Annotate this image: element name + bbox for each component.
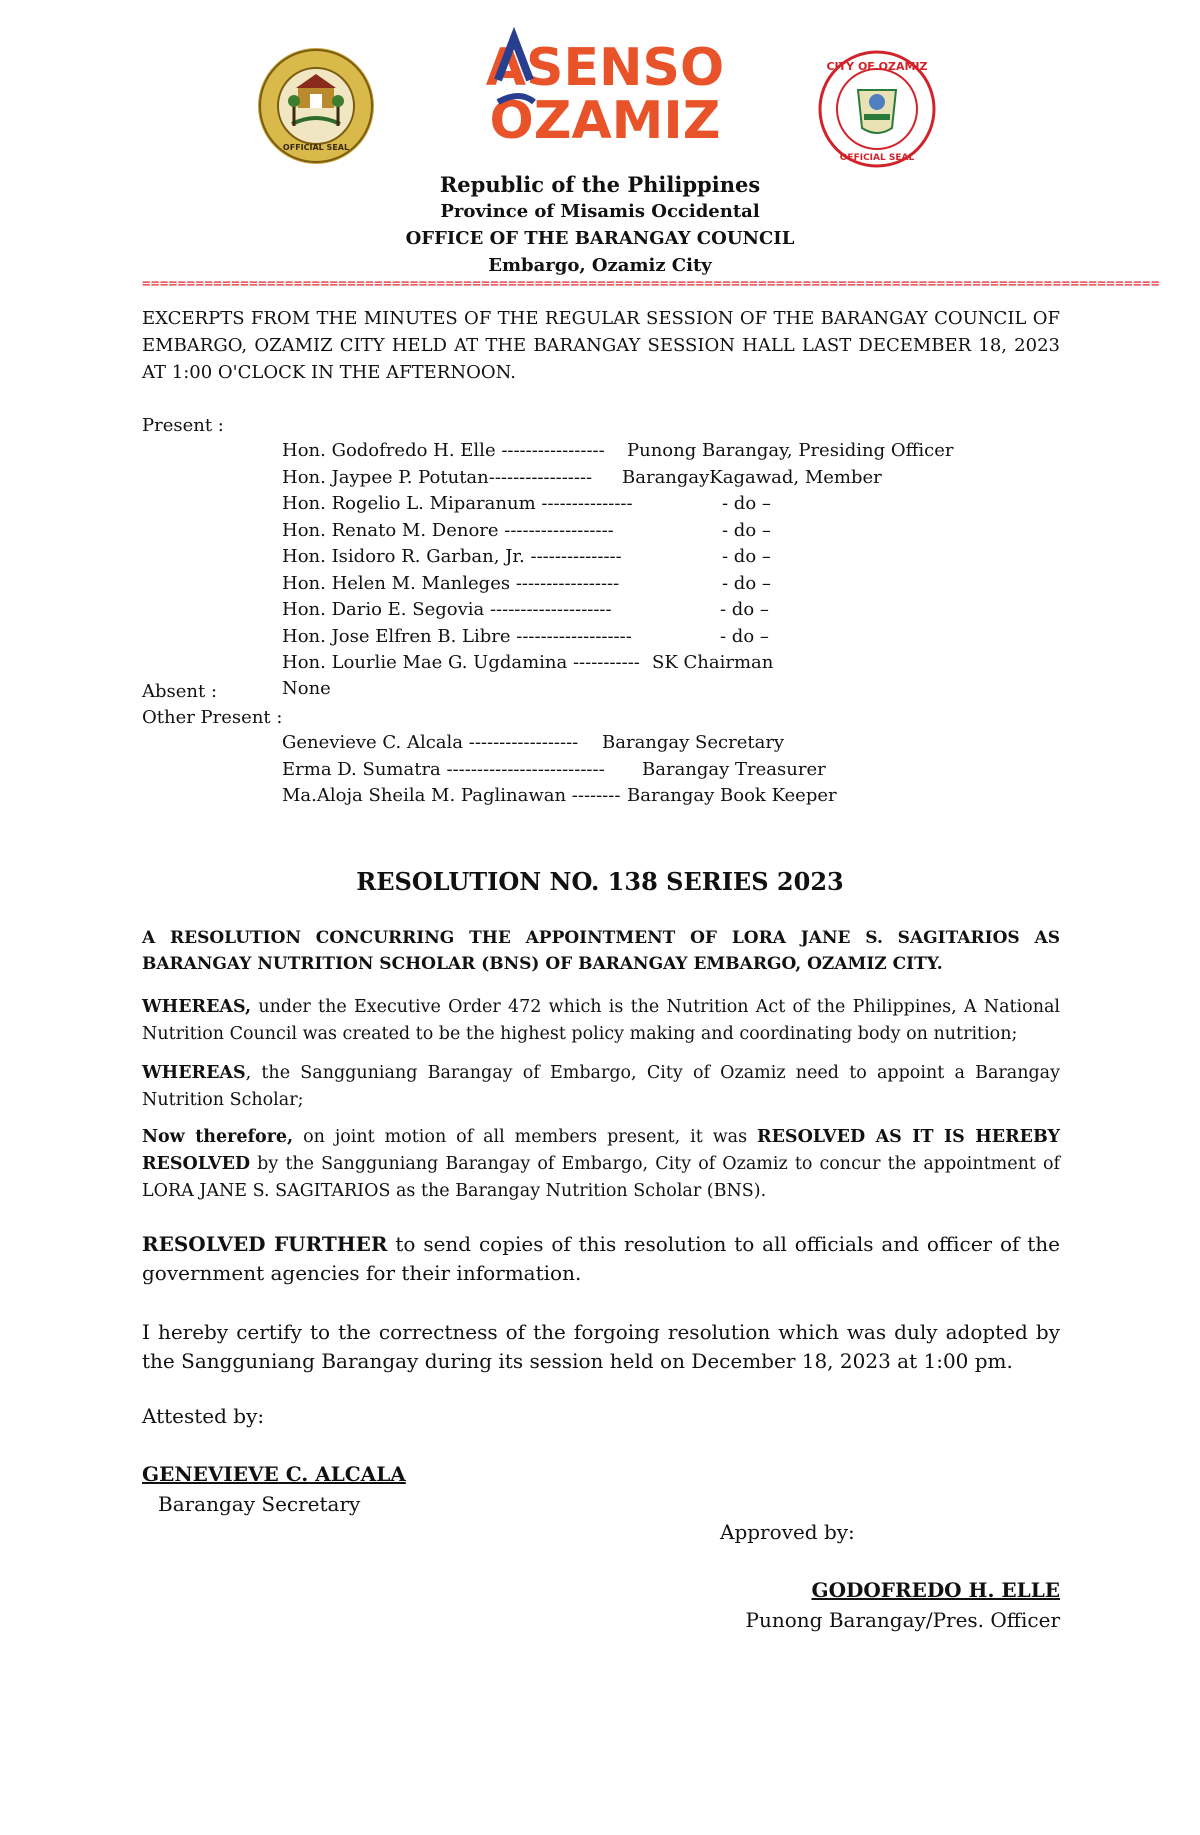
member-name: Ma.Aloja Sheila M. Paglinawan -------- xyxy=(282,785,621,806)
member-name: Hon. Rogelio L. Miparanum --------------- xyxy=(282,493,633,514)
barangay-seal-logo xyxy=(256,46,376,166)
member-role: - do – xyxy=(720,625,769,647)
present-label: Present : xyxy=(142,415,224,436)
resolved-further-paragraph xyxy=(142,1230,1060,1288)
present-member-row xyxy=(282,544,771,570)
punong-barangay-name: GODOFREDO H. ELLE xyxy=(811,1578,1060,1602)
present-member-row xyxy=(282,650,774,676)
punong-barangay-title: Punong Barangay/Pres. Officer xyxy=(745,1608,1060,1632)
certification-paragraph: I hereby certify to the correctness of the forgoing resolution which was duly adopted by the Sangguniang Barangay during its session held on December 18, 2023 at 1:00 pm. xyxy=(142,1320,1060,1373)
header-divider: ================================================================================================================== xyxy=(142,276,1160,292)
member-role: BarangayKagawad, Member xyxy=(622,466,882,488)
present-member-row xyxy=(282,491,771,517)
member-name: Hon. Jaypee P. Potutan----------------- xyxy=(282,466,593,488)
resolved-further-lead: RESOLVED FURTHER xyxy=(142,1232,388,1256)
resolution-title: RESOLUTION NO. 138 SERIES 2023 xyxy=(356,867,844,896)
member-role: - do – xyxy=(722,493,771,514)
whereas-paragraph-2 xyxy=(142,1060,1060,1114)
member-role: Barangay Treasurer xyxy=(642,758,826,780)
present-member-row xyxy=(282,465,882,491)
member-name: Hon. Renato M. Denore ------------------ xyxy=(282,519,614,541)
whereas-2-lead: WHEREAS xyxy=(142,1063,246,1083)
present-member-row xyxy=(282,624,769,650)
header-province: Province of Misamis Occidental xyxy=(440,201,760,222)
resolved-clause: RESOLVED AS IT IS HEREBY RESOLVED xyxy=(142,1127,1060,1174)
asenso-ozamiz-logo xyxy=(485,30,725,151)
present-member-row xyxy=(282,571,771,597)
svg-text:OFFICIAL SEAL: OFFICIAL SEAL xyxy=(282,143,350,152)
resolution-subject: A RESOLUTION CONCURRING THE APPOINTMENT OF LORA JANE S. SAGITARIOS AS BARANGAY NUTRITION SCHOLAR (BNS) OF BARANGAY EMBARGO, OZAMIZ CITY. xyxy=(142,928,1060,974)
now-therefore-text-2: by the Sangguniang Barangay of Embargo, City of Ozamiz to concur the appointment of LORA JANE S. SAGITARIOS as the Barangay Nutrition Scholar (BNS). xyxy=(142,1154,1060,1201)
whereas-1-text: under the Executive Order 472 which is the Nutrition Act of the Philippines, A National Nutrition Council was created to be the highest policy making and coordinating body on nutrition; xyxy=(142,997,1060,1044)
member-role: Barangay Book Keeper xyxy=(627,785,837,806)
now-therefore-lead: Now therefore, xyxy=(142,1127,294,1147)
city-of-ozamiz-seal-logo xyxy=(818,50,936,168)
attested-label: Attested by: xyxy=(142,1404,265,1428)
member-name: Hon. Helen M. Manleges ----------------- xyxy=(282,572,620,594)
whereas-paragraph-1 xyxy=(142,994,1060,1048)
member-role: - do – xyxy=(722,546,771,567)
now-therefore-text-1: on joint motion of all members present, it was xyxy=(293,1127,758,1147)
other-present-row xyxy=(282,757,826,783)
member-name: Hon. Jose Elfren B. Libre ------------------- xyxy=(282,625,632,647)
member-role: - do – xyxy=(722,519,771,541)
member-role: SK Chairman xyxy=(652,652,774,673)
member-name: Hon. Lourlie Mae G. Ugdamina ----------- xyxy=(282,652,640,673)
other-present-label: Other Present : xyxy=(142,707,283,728)
header-office: OFFICE OF THE BARANGAY COUNCIL xyxy=(405,228,795,249)
absent-value: None xyxy=(282,678,331,699)
present-member-row xyxy=(282,438,954,464)
svg-text:CITY OF OZAMIZ: CITY OF OZAMIZ xyxy=(826,60,928,73)
member-name: Erma D. Sumatra -------------------------- xyxy=(282,758,605,780)
other-present-row xyxy=(282,783,837,809)
secretary-name: GENEVIEVE C. ALCALA xyxy=(142,1462,406,1486)
approved-label: Approved by: xyxy=(720,1520,855,1544)
header-republic: Republic of the Philippines xyxy=(439,172,761,197)
svg-text:OZAMIZ: OZAMIZ xyxy=(489,91,721,151)
member-name: Hon. Dario E. Segovia -------------------- xyxy=(282,599,612,620)
absent-label: Absent : xyxy=(142,681,218,702)
member-role: - do – xyxy=(722,572,771,594)
member-name: Genevieve C. Alcala ------------------ xyxy=(282,732,579,753)
member-name: Hon. Godofredo H. Elle ----------------- xyxy=(282,440,605,461)
svg-text:ASENSO: ASENSO xyxy=(485,38,725,98)
header-location: Embargo, Ozamiz City xyxy=(488,255,712,276)
member-name: Hon. Isidoro R. Garban, Jr. --------------- xyxy=(282,546,622,567)
whereas-2-text: , the Sangguniang Barangay of Embargo, City of Ozamiz need to appoint a Barangay Nutrition Scholar; xyxy=(142,1063,1060,1110)
svg-text:OFFICIAL SEAL: OFFICIAL SEAL xyxy=(839,153,915,163)
present-member-row xyxy=(282,597,769,623)
present-member-row xyxy=(282,518,771,544)
minutes-excerpt: EXCERPTS FROM THE MINUTES OF THE REGULAR SESSION OF THE BARANGAY COUNCIL OF EMBARGO, OZAMIZ CITY HELD AT THE BARANGAY SESSION HALL LAST DECEMBER 18, 2023 AT 1:00 O'CLOCK IN THE AFTERNOON. xyxy=(142,308,1060,383)
other-present-row xyxy=(282,730,785,756)
member-role: Punong Barangay, Presiding Officer xyxy=(627,440,954,461)
member-role: - do – xyxy=(720,599,769,620)
secretary-title: Barangay Secretary xyxy=(158,1492,361,1516)
member-role: Barangay Secretary xyxy=(602,732,785,753)
resolved-further-text: to send copies of this resolution to all officials and officer of the government agencies for their information. xyxy=(142,1232,1061,1285)
whereas-1-lead: WHEREAS, xyxy=(142,997,252,1017)
now-therefore-paragraph xyxy=(142,1124,1060,1205)
